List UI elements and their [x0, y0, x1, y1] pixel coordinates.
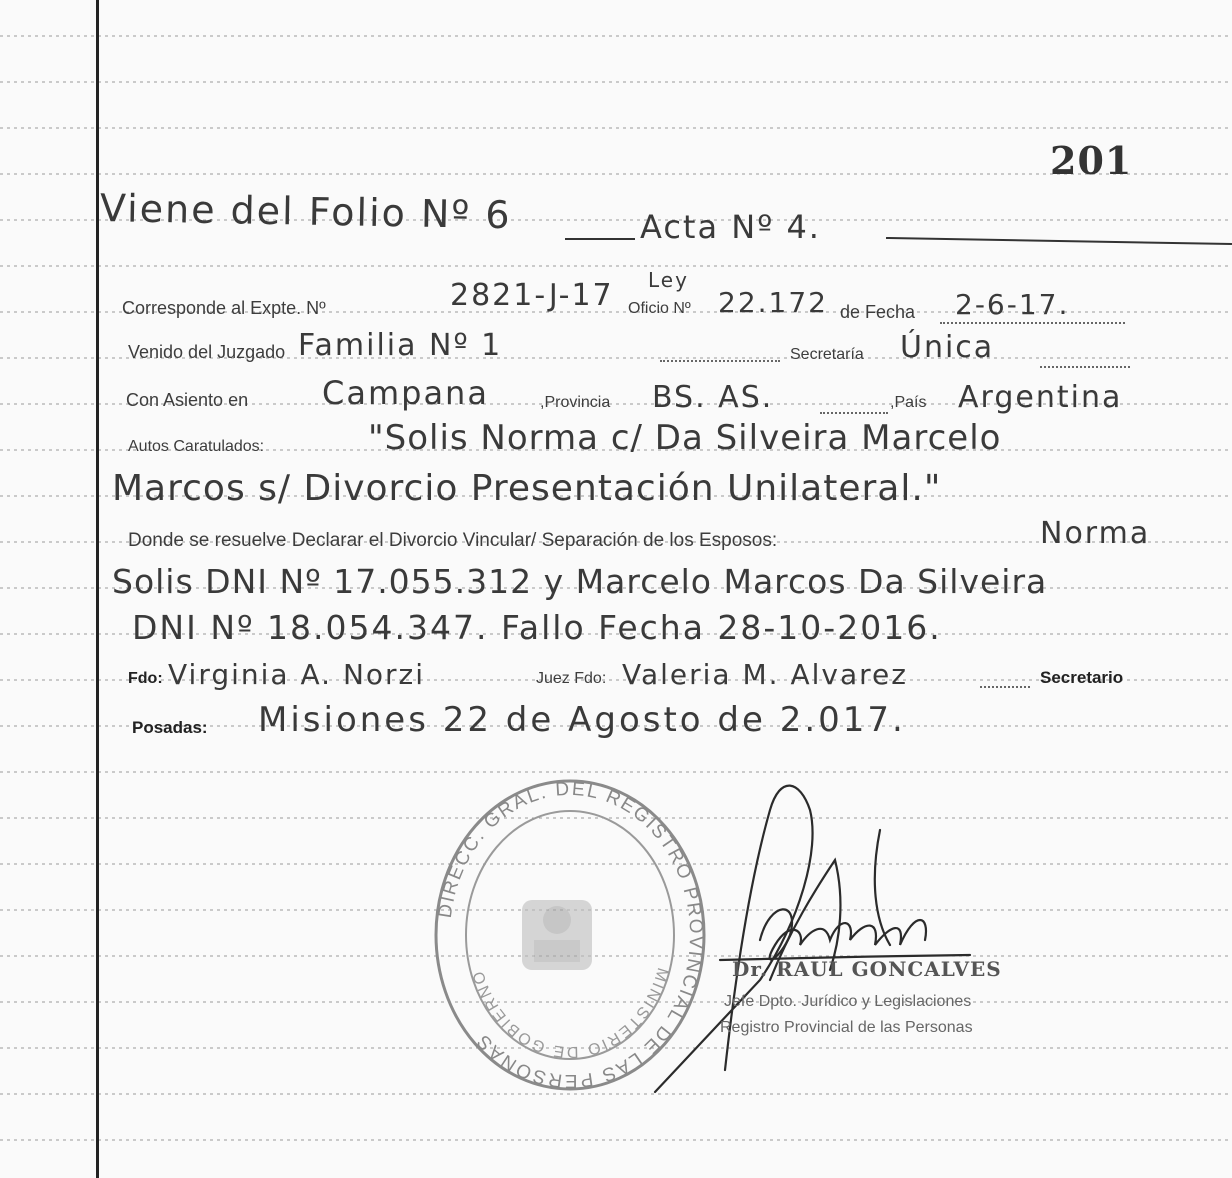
ley-superscript: Ley: [648, 268, 689, 292]
header-underline-1: [565, 238, 635, 240]
secretaria-label: Secretaría: [790, 346, 864, 363]
folio-number: 201: [1050, 138, 1133, 183]
row1-dots: [940, 322, 1125, 324]
expte-label: Corresponde al Expte. Nº: [122, 298, 326, 318]
expte-value: 2821-J-17: [450, 278, 614, 313]
fdo-label: Fdo:: [128, 670, 163, 687]
provincia-label: ,Provincia: [540, 394, 611, 411]
pais-label: ,País: [890, 394, 927, 411]
fdo2-value: Valeria M. Alvarez: [622, 658, 908, 691]
pais-value: Argentina: [958, 380, 1123, 415]
row3-dots: [820, 412, 888, 414]
secretaria-value: Única: [900, 330, 995, 365]
fecha-value: 2-6-17.: [955, 288, 1070, 321]
stamp-inner-text: MINISTERIO DE GOBIERNO: [469, 965, 671, 1061]
posadas-value: Misiones 22 de Agosto de 2.017.: [258, 700, 906, 740]
margin-line: [96, 0, 99, 1178]
esposos-line2: DNI Nº 18.054.347. Fallo Fecha 28-10-2016.: [132, 608, 942, 647]
acta-text: Acta Nº 4.: [640, 208, 821, 246]
autos-line1: "Solis Norma c/ Da Silveira Marcelo: [368, 418, 1002, 458]
provincia-value: BS. AS.: [652, 380, 774, 415]
posadas-label: Posadas:: [132, 718, 208, 737]
handwritten-signature: [640, 770, 1060, 1100]
esposos-line0: Norma: [1040, 516, 1151, 551]
stamp-emblem: [522, 900, 592, 970]
secretario-label: Secretario: [1040, 668, 1124, 687]
asiento-value: Campana: [322, 374, 489, 412]
stamp-outer-text: DIRECC. GRAL. DEL REGISTRO PROVINCIAL DE LAS PERSONAS: [434, 778, 707, 1092]
oficio-value: 22.172: [718, 286, 828, 319]
row9-dots: [980, 686, 1030, 688]
signatory-title-2: Registro Provincial de las Personas: [720, 1019, 973, 1036]
juzgado-value: Familia Nº 1: [298, 328, 503, 363]
row2-dots-a: [660, 360, 780, 362]
viene-del-folio-text: Viene del Folio Nº 6: [99, 186, 512, 238]
autos-line2: Marcos s/ Divorcio Presentación Unilateral.": [112, 468, 942, 509]
juzgado-label: Venido del Juzgado: [128, 342, 286, 362]
autos-label: Autos Caratulados:: [128, 438, 265, 455]
signatory-name: Dr. RAUL GONCALVES: [732, 957, 1002, 981]
esposos-line1: Solis DNI Nº 17.055.312 y Marcelo Marcos Da Silveira: [112, 562, 1048, 601]
asiento-label: Con Asiento en: [126, 390, 249, 410]
oficio-label: Oficio Nº: [628, 300, 691, 317]
resuelve-label: Donde se resuelve Declarar el Divorcio Vincular/ Separación de los Esposos:: [128, 530, 778, 551]
signatory-title-1: Jefe Dpto. Jurídico y Legislaciones: [724, 993, 972, 1010]
row2-dots-b: [1040, 366, 1130, 368]
fecha-label: de Fecha: [840, 302, 916, 322]
fdo1-value: Virginia A. Norzi: [168, 658, 426, 691]
juez-label: Juez Fdo:: [536, 670, 607, 687]
